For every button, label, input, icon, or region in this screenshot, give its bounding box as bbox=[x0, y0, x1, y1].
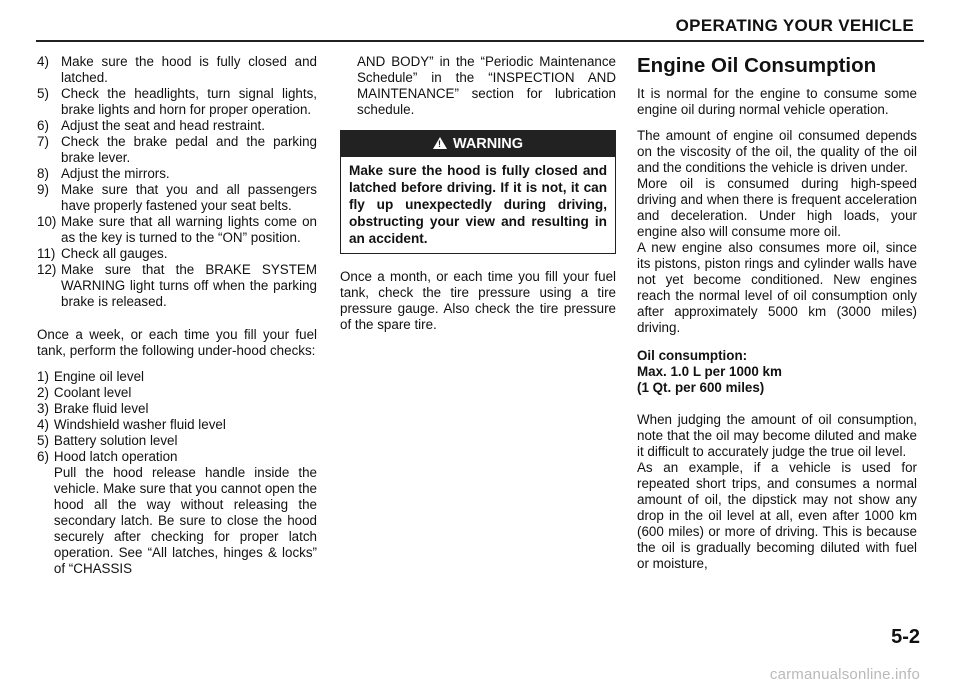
item-text: Check the headlights, turn signal lights, brake lights and horn for proper operation. bbox=[61, 86, 317, 117]
column-left bbox=[37, 54, 317, 577]
warning-header bbox=[341, 131, 615, 157]
paragraph: More oil is consumed during high-speed driving and when there is frequent acceleration and deceleration. Under high loads, your engine also will consume more oil. bbox=[637, 176, 917, 239]
column-right bbox=[637, 54, 917, 572]
warning-box bbox=[340, 130, 616, 254]
item-text: Check the brake pedal and the parking brake lever. bbox=[61, 134, 317, 165]
spec-imperial: (1 Qt. per 600 miles) bbox=[637, 380, 765, 395]
column-middle bbox=[340, 54, 616, 333]
paragraph: The amount of engine oil consumed depends on the viscosity of the oil, the quality of the oil and the conditions the vehicle is driven under. bbox=[637, 128, 917, 175]
under-hood-checklist bbox=[37, 369, 317, 577]
weekly-checks-intro: Once a week, or each time you fill your fuel tank, perform the following under-hood checks: bbox=[37, 327, 317, 358]
item-text: Make sure that all warning lights come on as the key is turned to the “ON” position. bbox=[61, 214, 317, 245]
oil-consumption-spec bbox=[637, 348, 917, 396]
item-heading: Hood latch operation bbox=[53, 449, 178, 464]
list-item bbox=[37, 433, 317, 449]
page-number: 5-2 bbox=[891, 626, 920, 648]
list-item bbox=[37, 214, 317, 246]
item-text: Adjust the seat and head restraint. bbox=[61, 118, 265, 133]
item-text: Adjust the mirrors. bbox=[61, 166, 170, 181]
item-text: Coolant level bbox=[53, 385, 132, 400]
item-number: 7) bbox=[37, 134, 49, 149]
list-item bbox=[37, 262, 317, 310]
item-number: 8) bbox=[37, 166, 49, 181]
item-number: 5) bbox=[37, 433, 49, 448]
item-number: 11) bbox=[37, 246, 56, 261]
item-number: 6) bbox=[37, 118, 49, 133]
item-text bbox=[54, 449, 317, 577]
paragraph: A new engine also consumes more oil, since its pistons, piston rings and cylinder walls have not yet become conditioned. New engines reach the normal level of oil consumption only after approximately 5000 km (3000 miles) driving. bbox=[637, 240, 917, 335]
list-item bbox=[37, 417, 317, 433]
item-number: 5) bbox=[37, 86, 49, 101]
tire-pressure-paragraph: Once a month, or each time you fill your fuel tank, check the tire pressure using a tire pressure gauge. Also check the tire pressure of the spare tire. bbox=[340, 269, 616, 332]
item-number: 3) bbox=[37, 401, 49, 416]
item-text: Make sure that you and all passengers have properly fastened your seat belts. bbox=[61, 182, 317, 213]
section-title: Engine Oil Consumption bbox=[637, 54, 877, 77]
checklist-before-driving bbox=[37, 54, 317, 310]
item-text: Check all gauges. bbox=[61, 246, 168, 261]
warning-triangle-icon bbox=[433, 137, 447, 149]
list-item bbox=[37, 182, 317, 214]
item-number: 6) bbox=[37, 449, 49, 464]
warning-label: WARNING bbox=[452, 136, 524, 152]
list-item bbox=[37, 369, 317, 385]
item-text: Make sure that the BRAKE SYSTEM WARNING light turns off when the parking brake is released. bbox=[61, 262, 317, 309]
header-rule bbox=[36, 40, 924, 42]
item-text: Brake fluid level bbox=[53, 401, 149, 416]
spec-metric: Max. 1.0 L per 1000 km bbox=[637, 364, 782, 379]
item-number: 1) bbox=[37, 369, 49, 384]
item-text: Engine oil level bbox=[53, 369, 144, 384]
lubrication-continuation: AND BODY” in the “Periodic Maintenance Schedule” in the “INSPECTION AND MAINTENANCE” section for lubrication schedule. bbox=[357, 54, 616, 117]
list-item bbox=[37, 166, 317, 182]
spec-label: Oil consumption: bbox=[637, 348, 748, 363]
item-number: 4) bbox=[37, 54, 49, 69]
item-detail: Pull the hood release handle inside the vehicle. Make sure that you cannot open the hood all the way without releasing the secondary latch. Be sure to close the hood securely after checking for proper latch operation. See “All latches, hinges & locks” of “CHASSIS bbox=[53, 465, 317, 576]
list-item bbox=[37, 246, 317, 262]
item-number: 10) bbox=[37, 214, 57, 229]
list-item bbox=[37, 86, 317, 118]
list-item bbox=[37, 401, 317, 417]
list-item bbox=[37, 118, 317, 134]
running-header: OPERATING YOUR VEHICLE bbox=[675, 16, 914, 35]
paragraph: It is normal for the engine to consume some engine oil during normal vehicle operation. bbox=[637, 86, 917, 117]
paragraph: As an example, if a vehicle is used for repeated short trips, and consumes a normal amount of oil, the dipstick may not show any drop in the oil level at all, even after 1000 km (600 miles) or more of driving. This is because the oil is gradually becoming diluted with fuel or moisture, bbox=[637, 460, 917, 571]
warning-text: Make sure the hood is fully closed and latched before driving. If it is not, it can fly up unexpectedly during driving, obstructing your view and resulting in an accident. bbox=[349, 163, 607, 246]
item-text: Make sure the hood is fully closed and latched. bbox=[61, 54, 317, 85]
list-item bbox=[37, 385, 317, 401]
item-number: 12) bbox=[37, 262, 57, 277]
watermark: carmanualsonline.info bbox=[769, 666, 920, 683]
item-text: Windshield washer fluid level bbox=[53, 417, 226, 432]
item-number: 2) bbox=[37, 385, 49, 400]
list-item bbox=[37, 54, 317, 86]
item-number: 9) bbox=[37, 182, 49, 197]
item-text: Battery solution level bbox=[53, 433, 178, 448]
list-item bbox=[37, 134, 317, 166]
list-item bbox=[37, 449, 317, 577]
item-number: 4) bbox=[37, 417, 49, 432]
paragraph: When judging the amount of oil consumption, note that the oil may become diluted and make it difficult to accurately judge the true oil level. bbox=[637, 412, 917, 459]
